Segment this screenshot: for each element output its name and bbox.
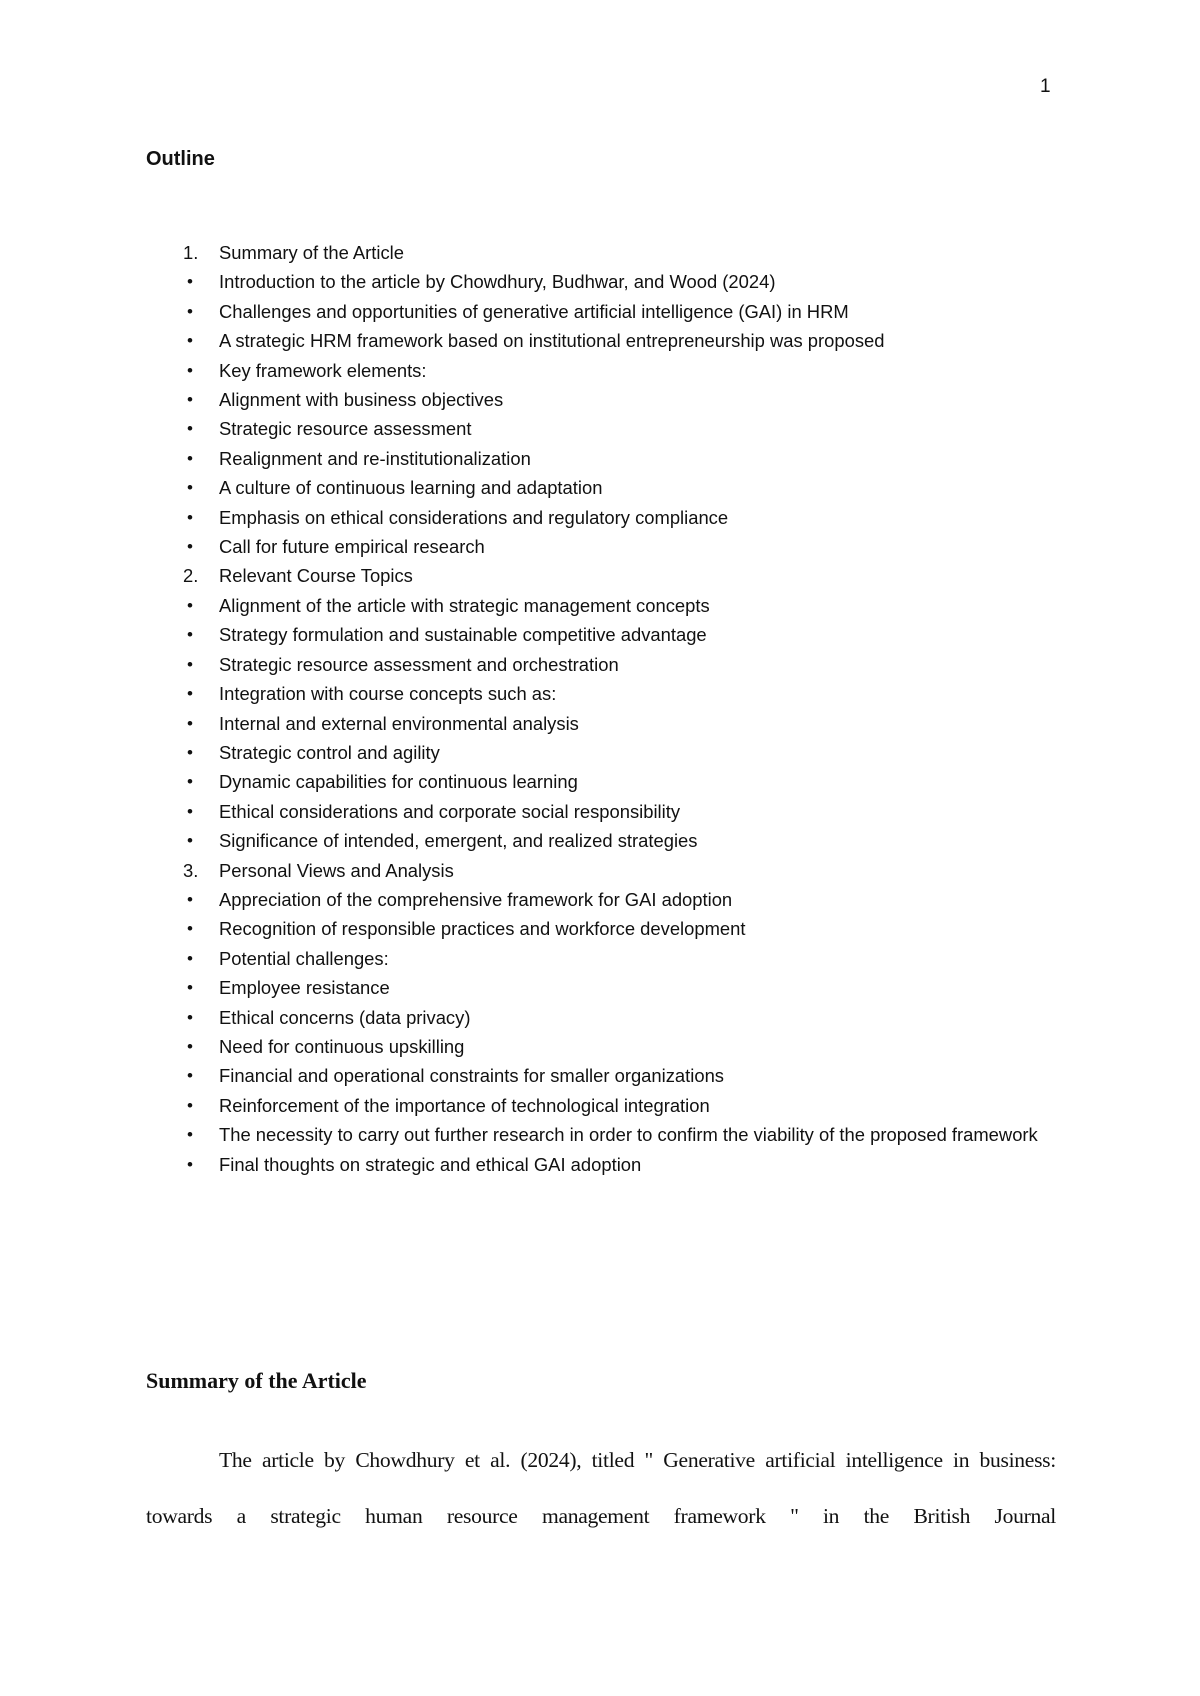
- list-number: 2.: [183, 565, 199, 587]
- bullet-marker: •: [187, 1066, 193, 1086]
- outline-item-text: Ethical concerns (data privacy): [219, 1006, 471, 1028]
- summary-heading: Summary of the Article: [146, 1368, 367, 1393]
- outline-bullet-item: [146, 1003, 1066, 1032]
- outline-bullet-item: [146, 1091, 1066, 1120]
- bullet-marker: •: [187, 625, 193, 645]
- outline-numbered-item: [146, 561, 1066, 590]
- bullet-marker: •: [187, 301, 193, 321]
- bullet-marker: •: [187, 978, 193, 998]
- outline-item-text: Appreciation of the comprehensive framework for GAI adoption: [219, 888, 733, 910]
- outline-bullet-item: [146, 650, 1066, 679]
- bullet-marker: •: [187, 831, 193, 851]
- outline-bullet-item: [146, 473, 1066, 502]
- outline-item-text: Summary of the Article: [219, 242, 404, 263]
- bullet-marker: •: [187, 948, 193, 968]
- outline-item-text: Recognition of responsible practices and workforce development: [219, 918, 746, 940]
- outline-item-text: The necessity to carry out further research in order to confirm the viability of the proposed framework: [219, 1124, 1038, 1146]
- outline-item-text: A strategic HRM framework based on institutional entrepreneurship was proposed: [219, 330, 885, 352]
- outline-item-text: Dynamic capabilities for continuous learning: [219, 771, 578, 793]
- outline-bullet-item: [146, 267, 1066, 296]
- bullet-marker: •: [187, 507, 193, 527]
- outline-bullet-item: [146, 620, 1066, 649]
- outline-item-text: Strategy formulation and sustainable competitive advantage: [219, 624, 707, 646]
- outline-bullet-item: [146, 973, 1066, 1002]
- bullet-marker: •: [187, 654, 193, 674]
- outline-title: Outline: [146, 148, 215, 170]
- outline-bullet-item: [146, 1150, 1066, 1179]
- bullet-marker: •: [187, 419, 193, 439]
- bullet-marker: •: [187, 272, 193, 292]
- outline-bullet-item: [146, 709, 1066, 738]
- outline-bullet-item: [146, 885, 1066, 914]
- outline-item-text: Strategic resource assessment: [219, 418, 472, 440]
- bullet-marker: •: [187, 390, 193, 410]
- outline-bullet-item: [146, 797, 1066, 826]
- outline-item-text: Relevant Course Topics: [219, 565, 413, 587]
- outline-numbered-item: [146, 856, 1066, 885]
- outline-item-text: A culture of continuous learning and adaptation: [219, 477, 603, 499]
- outline-item-text: Significance of intended, emergent, and realized strategies: [219, 830, 698, 852]
- outline-item-text: Reinforcement of the importance of technological integration: [219, 1094, 710, 1116]
- outline-bullet-item: [146, 826, 1066, 855]
- outline-item-text: Alignment of the article with strategic management concepts: [219, 594, 710, 616]
- bullet-marker: •: [187, 742, 193, 762]
- bullet-marker: •: [187, 889, 193, 909]
- outline-item-text: Integration with course concepts such as:: [219, 683, 557, 705]
- outline-bullet-item: [146, 414, 1066, 443]
- bullet-marker: •: [187, 360, 193, 380]
- outline-item-text: Personal Views and Analysis: [219, 859, 454, 881]
- outline-bullet-item: [146, 944, 1066, 973]
- bullet-marker: •: [187, 1036, 193, 1056]
- outline-bullet-item: [146, 914, 1066, 943]
- outline-list: [146, 238, 1066, 1179]
- bullet-marker: •: [187, 1007, 193, 1027]
- outline-item-text: Employee resistance: [219, 977, 390, 999]
- outline-bullet-item: [146, 1061, 1066, 1090]
- list-number: 1.: [183, 242, 199, 263]
- outline-item-text: Final thoughts on strategic and ethical GAI adoption: [219, 1153, 642, 1175]
- bullet-marker: •: [187, 801, 193, 821]
- outline-item-text: Financial and operational constraints for smaller organizations: [219, 1065, 724, 1087]
- outline-bullet-item: [146, 1032, 1066, 1061]
- outline-item-text: Alignment with business objectives: [219, 389, 504, 411]
- outline-bullet-item: [146, 1120, 1066, 1149]
- bullet-marker: •: [187, 1095, 193, 1115]
- bullet-marker: •: [187, 772, 193, 792]
- outline-item-text: Key framework elements:: [219, 359, 427, 381]
- bullet-marker: •: [187, 478, 193, 498]
- page-number: 1: [1040, 76, 1051, 97]
- outline-item-text: Realignment and re-institutionalization: [219, 447, 531, 469]
- outline-item-text: Emphasis on ethical considerations and regulatory compliance: [219, 506, 729, 528]
- outline-bullet-item: [146, 679, 1066, 708]
- bullet-marker: •: [187, 331, 193, 351]
- outline-bullet-item: [146, 385, 1066, 414]
- outline-bullet-item: [146, 591, 1066, 620]
- bullet-marker: •: [187, 1154, 193, 1174]
- outline-item-text: Call for future empirical research: [219, 536, 485, 558]
- outline-bullet-item: [146, 767, 1066, 796]
- outline-item-text: Internal and external environmental analysis: [219, 712, 579, 734]
- outline-item-text: Strategic resource assessment and orchestration: [219, 653, 619, 675]
- outline-bullet-item: [146, 738, 1066, 767]
- summary-paragraph: The article by Chowdhury et al. (2024), titled " Generative artificial intelligence in business: towards a strategic human resource management framework " in the British Journal: [146, 1448, 1056, 1528]
- outline-bullet-item: [146, 326, 1066, 355]
- outline-item-text: Challenges and opportunities of generative artificial intelligence (GAI) in HRM: [219, 300, 849, 322]
- outline-bullet-item: [146, 503, 1066, 532]
- bullet-marker: •: [187, 595, 193, 615]
- bullet-marker: •: [187, 684, 193, 704]
- outline-numbered-item: [146, 238, 1066, 267]
- bullet-marker: •: [187, 448, 193, 468]
- list-number: 3.: [183, 859, 199, 881]
- outline-bullet-item: [146, 532, 1066, 561]
- outline-item-text: Potential challenges:: [219, 947, 389, 969]
- outline-bullet-item: [146, 444, 1066, 473]
- bullet-marker: •: [187, 713, 193, 733]
- outline-item-text: Ethical considerations and corporate social responsibility: [219, 800, 681, 822]
- outline-item-text: Need for continuous upskilling: [219, 1035, 465, 1057]
- bullet-marker: •: [187, 537, 193, 557]
- outline-bullet-item: [146, 297, 1066, 326]
- bullet-marker: •: [187, 919, 193, 939]
- bullet-marker: •: [187, 1125, 193, 1145]
- outline-item-text: Strategic control and agility: [219, 741, 440, 763]
- outline-item-text: Introduction to the article by Chowdhury, Budhwar, and Wood (2024): [219, 271, 776, 293]
- outline-bullet-item: [146, 356, 1066, 385]
